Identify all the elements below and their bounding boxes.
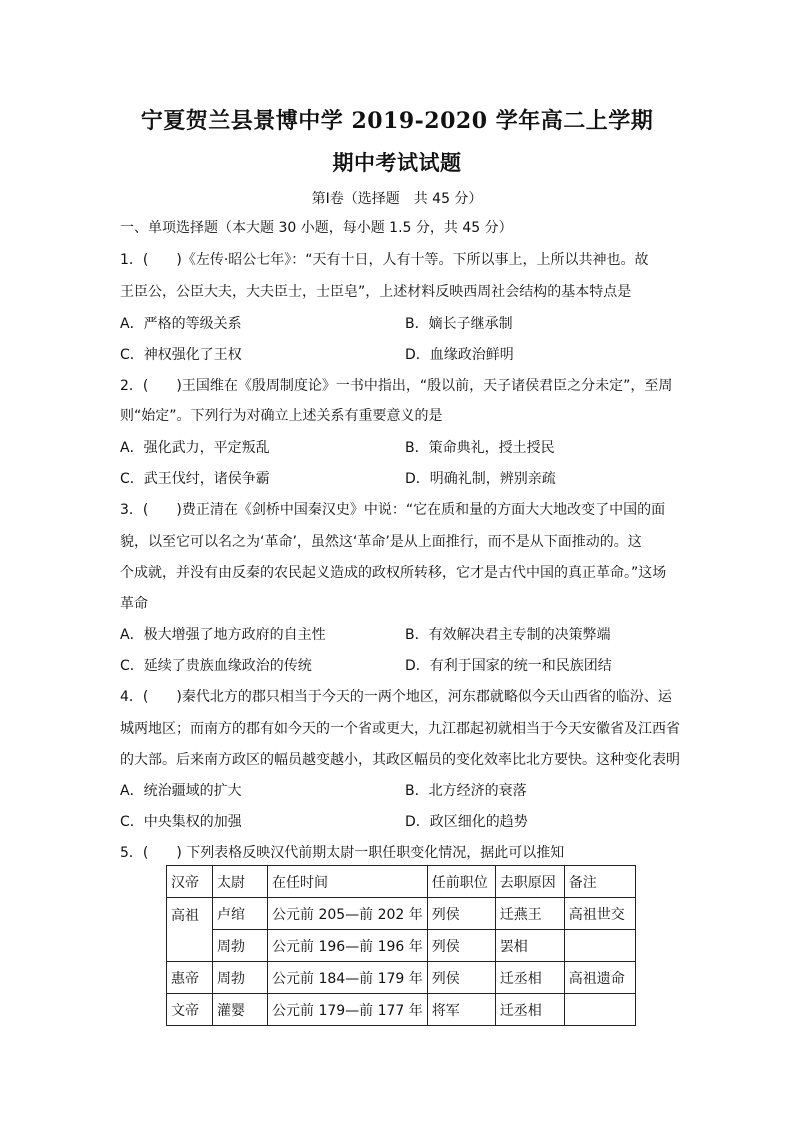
table-cell: 周勃 [213, 930, 268, 962]
question-3-option-a: A．极大增强了地方政府的自主性 [120, 627, 326, 643]
question-5-line-1: 5．( ) 下列表格反映汉代前期太尉一职任职变化情况，据此可以推知 [120, 845, 565, 861]
question-3-line-2: 貌，以至它可以名之为‘革命’，虽然这‘革命’是从上面推行，而不是从下面推动的。这 [120, 534, 642, 550]
section-heading: 一、单项选择题（本大题 30 小题，每小题 1.5 分，共 45 分） [120, 220, 513, 236]
question-2-line-2: 则“始定”。下列行为对确立上述关系有重要意义的是 [120, 408, 443, 424]
question-1-option-a: A．严格的等级关系 [120, 316, 242, 332]
question-1-line-1: 1．( )《左传·昭公七年》：“天有十日，人有十等。下所以事上，上所以共神也。故 [120, 252, 649, 268]
table-row [167, 930, 636, 962]
question-2-option-a: A．强化武力，平定叛乱 [120, 440, 270, 456]
table-header-cell: 任前职位 [427, 866, 495, 898]
table-cell: 列侯 [427, 962, 495, 994]
taiwei-table [166, 865, 636, 1026]
table-cell: 高祖世交 [564, 898, 635, 930]
table-header-cell: 汉帝 [167, 866, 213, 898]
question-4-line-3: 的大部。后来南方政区的幅员越变越小，其政区幅员的变化效率比北方要快。这种变化表明 [120, 752, 680, 768]
question-1-option-d: D．血缘政治鲜明 [405, 347, 514, 363]
question-1-option-c: C．神权强化了王权 [120, 347, 242, 363]
table-cell: 迁燕王 [495, 898, 564, 930]
table-cell: 高祖遗命 [564, 962, 635, 994]
table-cell: 灌婴 [213, 994, 268, 1026]
table-cell: 列侯 [427, 898, 495, 930]
table-cell: 将军 [427, 994, 495, 1026]
question-2-option-c: C．武王伐纣，诸侯争霸 [120, 471, 270, 487]
question-3-line-1: 3．( )费正清在《剑桥中国秦汉史》中说：“它在质和量的方面大大地改变了中国的面 [120, 502, 666, 518]
table-cell: 惠帝 [167, 962, 213, 994]
table-cell [564, 994, 635, 1026]
question-3-option-d: D．有利于国家的统一和民族团结 [405, 658, 612, 674]
question-4-option-d: D．政区细化的趋势 [405, 814, 528, 830]
table-row [167, 962, 636, 994]
exam-title: 宁夏贺兰县景博中学 2019-2020 学年高二上学期 [140, 108, 654, 134]
question-3-line-3: 个成就，并没有由反秦的农民起义造成的政权所转移，它才是古代中国的真正革命。”这场 [120, 565, 667, 581]
table-header-cell: 去职原因 [495, 866, 564, 898]
question-4-option-a: A．统治疆域的扩大 [120, 783, 242, 799]
table-header-cell: 备注 [564, 866, 635, 898]
volume-heading: 第Ⅰ卷（选择题 共 45 分） [311, 191, 483, 207]
question-2-line-1: 2．( )王国维在《殷周制度论》一书中指出，“殷以前，天子诸侯君臣之分未定”，至周 [120, 378, 673, 394]
question-4-line-2: 城两地区；而南方的郡有如今天的一个省或更大，九江郡起初就相当于今天安徽省及江西省 [120, 721, 680, 737]
table-cell: 高祖 [167, 898, 213, 962]
question-2-option-b: B．策命典礼，授土授民 [405, 440, 555, 456]
table-cell: 公元前 205—前 202 年 [268, 898, 428, 930]
table-header-row [167, 866, 636, 898]
table-cell: 公元前 179—前 177 年 [268, 994, 428, 1026]
question-4-line-1: 4．( )秦代北方的郡只相当于今天的一两个地区，河东郡就略似今天山西省的临汾、运 [120, 689, 672, 705]
table-cell: 列侯 [427, 930, 495, 962]
question-3-option-b: B．有效解决君主专制的决策弊端 [405, 627, 611, 643]
table-cell: 文帝 [167, 994, 213, 1026]
table-cell: 迁丞相 [495, 994, 564, 1026]
table-row [167, 994, 636, 1026]
table-cell [564, 930, 635, 962]
exam-subtitle: 期中考试试题 [332, 150, 462, 175]
table-row [167, 898, 636, 930]
question-3-option-c: C．延续了贵族血缘政治的传统 [120, 658, 312, 674]
table-cell: 罢相 [495, 930, 564, 962]
table-cell: 公元前 196—前 196 年 [268, 930, 428, 962]
question-2-option-d: D．明确礼制，辨别亲疏 [405, 471, 556, 487]
table-header-cell: 在任时间 [268, 866, 428, 898]
question-4-option-c: C．中央集权的加强 [120, 814, 242, 830]
question-1-option-b: B．嫡长子继承制 [405, 316, 513, 332]
table-cell: 迁丞相 [495, 962, 564, 994]
table-header-cell: 太尉 [213, 866, 268, 898]
table-cell: 卢绾 [213, 898, 268, 930]
question-1-line-2: 王臣公，公臣大夫，大夫臣士，士臣皂”，上述材料反映西周社会结构的基本特点是 [120, 284, 632, 300]
question-4-option-b: B．北方经济的衰落 [405, 783, 527, 799]
question-3-line-4: 革命 [120, 596, 148, 612]
table-cell: 周勃 [213, 962, 268, 994]
table-cell: 公元前 184—前 179 年 [268, 962, 428, 994]
